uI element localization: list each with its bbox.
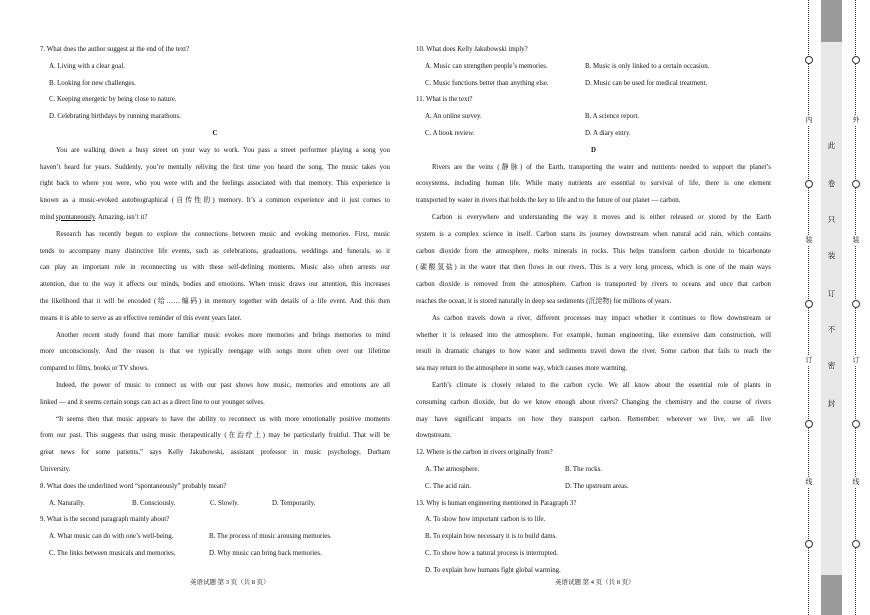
- q9-option-b: B. The process of music arousing memories.: [209, 533, 332, 541]
- q10-option-c: C. Music functions better than anything else.: [425, 79, 549, 87]
- passage-d-paragraph-4: [416, 378, 771, 445]
- binding-hole-icon: [852, 180, 860, 188]
- paragraph-line: carbon dioxide from the atmosphere, melts minerals in rocks. This helps transform carbon dioxide to bicarbonate: [416, 247, 771, 255]
- paragraph-line: Another recent study found that more familiar music evokes more memories and brings memories to mind: [56, 331, 390, 339]
- binding-center-char: 卷: [827, 179, 836, 188]
- q10-options-row-1: [416, 59, 771, 76]
- section-c-heading: C: [212, 129, 218, 137]
- paragraph-line: whether it is released into the atmosphere. For example, human engineering, like extensive dam construction, will: [416, 331, 771, 339]
- q11-stem: 11. What is the text?: [416, 96, 473, 104]
- q7-stem: 7. What does the author suggest at the end of the text?: [40, 46, 190, 53]
- binding-outer-char: 装: [852, 236, 860, 244]
- q7-option-c: C. Keeping energetic by being close to nature.: [49, 96, 177, 104]
- q12-options-row-2: [416, 479, 771, 496]
- paragraph-line: Rivers are the veins (静脉) of the Earth, transporting the water and nutrients needed to support the planet’s: [432, 163, 771, 171]
- binding-center-char: 订: [827, 289, 836, 298]
- paragraph-line: [40, 210, 390, 227]
- paragraph-line: University.: [40, 465, 71, 473]
- q8-options: [40, 496, 390, 513]
- paragraph-line: reaches the ocean, it is stored naturally in deep sea sediments (沉淀物) for millions of years.: [416, 297, 672, 305]
- paragraph-line: linked — and it seems certain songs can act as a direct line to our younger selves.: [40, 398, 265, 406]
- q7-option-b: B. Looking for new challenges.: [49, 79, 136, 87]
- binding-center-char: 封: [827, 399, 836, 408]
- binding-inner-char: 订: [805, 356, 813, 364]
- binding-band-top: [821, 0, 842, 42]
- q12-option-a: A. The atmosphere.: [425, 465, 480, 473]
- binding-hole-icon: [852, 300, 860, 308]
- paragraph-line: Research has recently begun to explore the connections between music and evoking memories. First, music: [56, 230, 390, 238]
- left-page: [40, 42, 390, 563]
- binding-center-char: 密: [827, 361, 836, 370]
- paragraph-line: You are walking down a busy street on your way to work. You pass a street performer playing a song you: [56, 146, 390, 154]
- q8-option-a: A. Naturally.: [49, 499, 85, 507]
- binding-band: [821, 0, 842, 615]
- binding-inner-char: 内: [805, 116, 813, 124]
- q10-options-row-2: [416, 76, 771, 93]
- paragraph-line: compared to films, books or TV shows.: [40, 365, 149, 373]
- left-page-footer: 英语试题 第 3 页（共 8 页）: [190, 579, 270, 586]
- paragraph-text: mind: [40, 213, 56, 221]
- binding-band-bottom: [821, 575, 842, 615]
- q12-stem: 12. Where is the carbon in rivers originally from?: [416, 449, 553, 457]
- passage-c-paragraph-4: [40, 378, 390, 412]
- binding-hole-icon: [805, 300, 813, 308]
- paragraph-line: Carbon is everywhere and understanding the way it moves and is either released or stored by the Earth: [432, 213, 771, 221]
- paragraph-line: ecosystems, including human life. While many nutrients are essential to survival of life, there is one element: [416, 180, 771, 188]
- paragraph-line: sea may return to the atmosphere in some way, which causes more warming.: [416, 365, 628, 373]
- binding-hole-icon: [805, 180, 813, 188]
- q9-option-d: D. Why music can bring back memories.: [209, 549, 322, 557]
- binding-outer-char: 线: [852, 478, 860, 486]
- q9-options-row-1: [40, 529, 390, 546]
- q11-option-d: D. A diary entry.: [585, 129, 631, 137]
- paragraph-line: may have significant impacts on how they transport carbon. Remember: wherever we live, we all live: [416, 415, 771, 423]
- q12-option-d: D. The upstream areas.: [565, 482, 629, 490]
- paragraph-line: (碳酸氢盐) in the water that then flows in our rivers. This is a very long process, which is one of the main ways: [416, 264, 771, 272]
- section-d-heading: D: [591, 146, 596, 154]
- q8-stem: 8. What does the underlined word “spontaneously” probably mean?: [40, 482, 227, 490]
- q12-option-c: C. The acid rain.: [425, 482, 471, 490]
- binding-center-char: 此: [827, 141, 836, 150]
- binding-strip: [795, 0, 870, 615]
- binding-hole-icon: [852, 540, 860, 548]
- paragraph-line: means it is able to serve as an effective reminder of this event years later.: [40, 314, 242, 322]
- paragraph-line: transported by water in rivers that holds the key to life and to the future of our planet — carbon.: [416, 197, 681, 205]
- paragraph-line: consuming carbon dioxide, but do we know enough about rivers? Changing the chemistry and the course of rivers: [416, 398, 771, 406]
- q13-option-d: D. To explain how humans fight global warming.: [425, 566, 561, 574]
- q7-option-a: A. Living with a clear goal.: [49, 62, 125, 70]
- q7-option-d: D. Celebrating birthdays by running marathons.: [49, 113, 181, 121]
- paragraph-line: attention, due to the way it affects our minds, bodies and emotions. When music draws our attention, this increases: [40, 281, 390, 289]
- binding-center-char: 不: [827, 325, 836, 334]
- paragraph-line: “It seems then that music appears to have the ability to reconnect us with more emotionally positive moments: [56, 415, 390, 423]
- binding-outer-char: 外: [852, 116, 860, 124]
- paragraph-line: from our past. This suggests that using music therapeutically (在治疗上) may be particularly fruitful. That will be: [40, 432, 390, 440]
- binding-hole-icon: [852, 56, 860, 64]
- binding-hole-icon: [805, 540, 813, 548]
- q13-option-a: A. To show how important carbon is to life.: [425, 516, 546, 524]
- paragraph-line: result in dramatic changes to how water and sediments travel down the river. Some carbon that fails to reach the: [416, 348, 771, 356]
- q9-options-row-2: [40, 546, 390, 563]
- paragraph-line: system is a complex science in itself. Carbon starts its journey downstream when natural acid rain, which contains: [416, 230, 771, 238]
- q9-option-c: C. The links between musicals and memories.: [49, 549, 176, 557]
- binding-outer-char: 订: [852, 356, 860, 364]
- passage-c-paragraph-3: [40, 328, 390, 378]
- passage-d-paragraph-2: [416, 210, 771, 311]
- paragraph-line: Earth’s climate is closely related to the carbon cycle. We all know about the essential role of plants in: [432, 381, 771, 389]
- passage-d-paragraph-1: [416, 160, 771, 210]
- q8-option-d: D. Temporarily.: [272, 499, 316, 507]
- binding-inner-char: 装: [805, 236, 813, 244]
- q9-stem: 9. What is the second paragraph mainly about?: [40, 516, 170, 524]
- paragraph-text: . Amazing, isn’t it?: [94, 213, 148, 221]
- underlined-word: spontaneously: [55, 213, 95, 221]
- passage-c-paragraph-5: [40, 412, 390, 479]
- q10-option-a: A. Music can strengthen people’s memories.: [425, 62, 548, 70]
- paragraph-line: downstream.: [416, 432, 452, 440]
- q11-option-a: A. An online survey.: [425, 113, 482, 121]
- q11-options-row-1: [416, 109, 771, 126]
- binding-center-char: 装: [827, 251, 836, 260]
- binding-inner-char: 线: [805, 478, 813, 486]
- paragraph-line: great news for some patients,” says Kelly Jakubowski, assistant professor in music psychology, Durham: [40, 449, 390, 457]
- q10-option-b: B. Music is only linked to a certain occasion.: [585, 62, 710, 70]
- paragraph-line: As carbon travels down a river, different processes may impact whether it continues to flow downstream or: [432, 314, 771, 322]
- paragraph-line: carbon dioxide is removed from the atmosphere. Carbon is transported by rivers to oceans and once that carbon: [416, 281, 771, 289]
- paragraph-line: haven’t heard for years. Suddenly, you’re mentally reliving the first time you heard the song. The music takes you: [40, 163, 390, 171]
- passage-c-paragraph-2: [40, 227, 390, 328]
- q12-options-row-1: [416, 462, 771, 479]
- q10-stem: 10. What does Kelly Jakubowski imply?: [416, 46, 528, 53]
- q13-option-c: C. To show how a natural process is interrupted.: [425, 549, 558, 557]
- q8-option-c: C. Slowly.: [210, 499, 239, 507]
- binding-center-char: 只: [827, 215, 836, 224]
- q12-option-b: B. The rocks.: [565, 465, 602, 473]
- q13-option-b: B. To explain how necessary it is to build dams.: [425, 533, 558, 541]
- q9-option-a: A. What music can do with one’s well-being.: [49, 533, 174, 541]
- binding-hole-icon: [852, 420, 860, 428]
- passage-d-paragraph-3: [416, 311, 771, 378]
- paragraph-line: Indeed, the power of music to connect us with our past shows how music, memories and emotions are all: [56, 381, 390, 389]
- q11-option-b: B. A science report.: [585, 113, 640, 121]
- right-page-footer: 英语试题 第 4 页（共 8 页）: [555, 579, 635, 586]
- binding-hole-icon: [805, 56, 813, 64]
- q11-option-c: C. A book review.: [425, 129, 475, 137]
- binding-hole-icon: [805, 420, 813, 428]
- paragraph-line: can play an important role in reconnecting us with these self-defining moments. Music also often arrests our: [40, 264, 390, 272]
- paragraph-line: right back to where you were, who you were with and the feelings associated with that memory. This experience is: [40, 180, 390, 188]
- passage-c-paragraph-1: [40, 143, 390, 227]
- paragraph-line: known as a music-evoked autobiographical (自传性的) memory. It’s a common experience and it just comes to: [40, 197, 390, 205]
- q8-option-b: B. Consciously.: [132, 499, 176, 507]
- q10-option-d: D. Music can be used for medical treatment.: [585, 79, 708, 87]
- paragraph-line: the likelihood that it will be encoded (给……编码) in memory together with details of a life event. And this then: [40, 297, 390, 305]
- right-page: [416, 42, 771, 580]
- paragraph-line: more unconsciously. And the reason is that we typically reengage with songs more often over our lifetime: [40, 348, 390, 356]
- q13-stem: 13. Why is human engineering mentioned in Paragraph 3?: [416, 499, 577, 507]
- q11-options-row-2: [416, 126, 771, 143]
- paragraph-line: tends to accompany many distinctive life events, such as celebrations, graduations, weddings and funerals, so it: [40, 247, 390, 255]
